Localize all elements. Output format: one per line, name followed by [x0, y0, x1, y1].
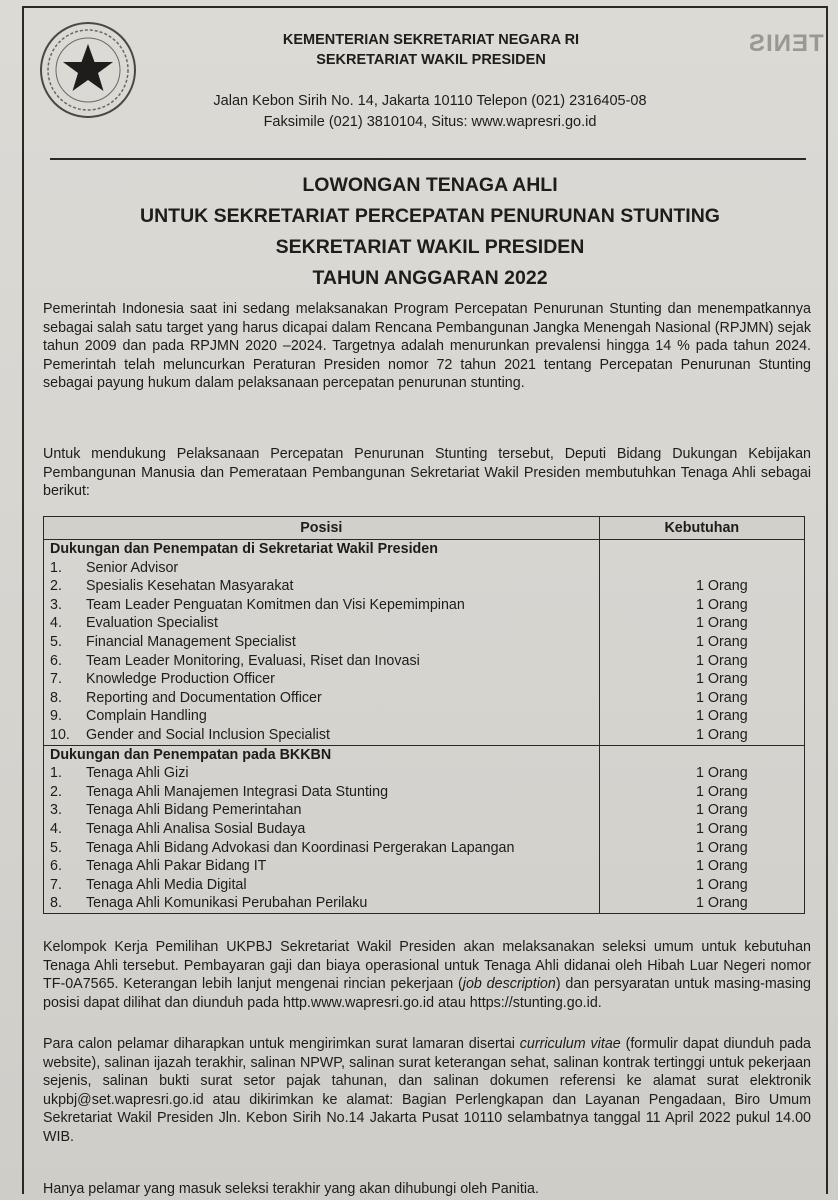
need-cell: 1 Orang	[599, 783, 804, 802]
item-number: 7.	[50, 671, 62, 688]
position-cell	[44, 559, 600, 578]
need-cell: 1 Orang	[599, 577, 804, 596]
support-paragraph: Untuk mendukung Pelaksanaan Percepatan Penurunan Stunting tersebut, Deputi Bidang Dukungan Kebijakan Pembangunan Manusia dan Pemerataan Pembangunan Sekretariat Wakil Presiden membutuhkan Tenaga Ahli sebagai berikut:	[43, 446, 811, 500]
header-address	[150, 91, 710, 133]
table-row	[44, 857, 805, 876]
position-name: Tenaga Ahli Pakar Bidang IT	[86, 858, 267, 875]
need-cell: 1 Orang	[599, 707, 804, 726]
table-row	[44, 726, 805, 745]
position-name: Tenaga Ahli Media Digital	[86, 876, 247, 893]
selection-text-1: Kelompok Kerja Pemilihan UKPBJ Sekretariat Wakil Presiden akan melaksanakan seleksi umum untuk kebutuhan Tenaga Ahli tersebut. Pembayaran gaji dan biaya operasional untuk Tenaga Ahli didanai oleh Hibah Luar Negeri nomor TF-0A7565. Keterangan lebih lanjut mengenai rincian pekerjaan (	[43, 939, 811, 993]
selection-text-italic: job description	[462, 976, 556, 993]
need-cell: 1 Orang	[599, 596, 804, 615]
need-cell: 1 Orang	[599, 633, 804, 652]
org-line-secretariat: SEKRETARIAT WAKIL PRESIDEN	[316, 52, 546, 68]
need-cell: 1 Orang	[599, 670, 804, 689]
position-name: Tenaga Ahli Manajemen Integrasi Data Stunting	[86, 783, 389, 800]
item-number: 5.	[50, 633, 62, 650]
need-cell: 1 Orang	[599, 764, 804, 783]
position-name: Complain Handling	[86, 708, 207, 725]
table-row	[44, 876, 805, 895]
need-cell: 1 Orang	[599, 652, 804, 671]
table-row	[44, 894, 805, 913]
need-cell: 1 Orang	[599, 614, 804, 633]
position-cell	[44, 801, 600, 820]
column-header-need: Kebutuhan	[599, 517, 804, 540]
table-row	[44, 707, 805, 726]
position-name: Team Leader Penguatan Komitmen dan Visi Kepemimpinan	[86, 596, 465, 613]
group-need-empty	[599, 745, 804, 764]
application-paragraph	[43, 1035, 811, 1147]
position-name: Spesialis Kesehatan Masyarakat	[86, 578, 294, 595]
item-number: 7.	[50, 876, 62, 893]
table-row	[44, 689, 805, 708]
intro-paragraph: Pemerintah Indonesia saat ini sedang melaksanakan Program Percepatan Penurunan Stunting dan menempatkannya sebagai salah satu target yang harus dicapai dalam Rencana Pembangunan Jangka Menengah Nasional (RPJMN) sejak tahun 2009 dan pada RPJMN 2020 –2024. Targetnya adalah menurunkan prevalensi hingga 14 % pada tahun 2024. Pemerintah telah meluncurkan Peraturan Presiden nomor 72 tahun 2021 tentang Percepatan Penurunan Stunting sebagai payung hukum dalam pelaksanaan percepatan penurunan stunting.	[43, 301, 811, 392]
position-cell	[44, 614, 600, 633]
position-cell	[44, 857, 600, 876]
title-line-2: UNTUK SEKRETARIAT PERCEPATAN PENURUNAN STUNTING	[140, 205, 720, 227]
need-cell: 1 Orang	[599, 801, 804, 820]
item-number: 6.	[50, 652, 62, 669]
header-divider	[50, 158, 806, 160]
item-number: 4.	[50, 615, 62, 632]
positions-table-body	[44, 540, 805, 914]
group-need-empty	[599, 540, 804, 559]
table-row	[44, 614, 805, 633]
position-name: Gender and Social Inclusion Specialist	[86, 726, 330, 743]
table-row	[44, 559, 805, 578]
need-cell: 1 Orang	[599, 726, 804, 745]
table-row	[44, 764, 805, 783]
address-line-street: Jalan Kebon Sirih No. 14, Jakarta 10110 Telepon (021) 2316405-08	[213, 93, 647, 109]
position-cell	[44, 764, 600, 783]
position-cell	[44, 633, 600, 652]
position-cell	[44, 670, 600, 689]
item-number: 1.	[50, 765, 62, 782]
position-name: Tenaga Ahli Analisa Sosial Budaya	[86, 820, 306, 837]
position-cell	[44, 577, 600, 596]
table-row	[44, 577, 805, 596]
item-number: 2.	[50, 783, 62, 800]
selection-text-2: ) dan persyaratan untuk masing-masing posisi dapat dilihat dan diunduh pada http.www.wapresri.go.id atau https://stunting.go.id.	[43, 976, 811, 1011]
table-row	[44, 801, 805, 820]
position-name: Financial Management Specialist	[86, 633, 296, 650]
selection-paragraph	[43, 938, 811, 1012]
need-cell: 1 Orang	[599, 839, 804, 858]
item-number: 2.	[50, 578, 62, 595]
item-number: 3.	[50, 596, 62, 613]
position-name: Tenaga Ahli Bidang Advokasi dan Koordinasi Pergerakan Lapangan	[86, 839, 515, 856]
position-cell	[44, 839, 600, 858]
need-cell: 1 Orang	[599, 857, 804, 876]
ad-title	[40, 170, 820, 294]
header-organization	[226, 30, 636, 70]
group-title: Dukungan dan Penempatan pada BKKBN	[44, 745, 600, 764]
position-cell	[44, 876, 600, 895]
position-cell	[44, 707, 600, 726]
position-cell	[44, 894, 600, 913]
item-number: 8.	[50, 689, 62, 706]
table-group-row	[44, 745, 805, 764]
position-name: Reporting and Documentation Officer	[86, 689, 322, 706]
position-cell	[44, 726, 600, 745]
closing-note: Hanya pelamar yang masuk seleksi terakhir yang akan dihubungi oleh Panitia.	[43, 1181, 539, 1197]
table-header-row	[44, 517, 805, 540]
title-line-4: TAHUN ANGGARAN 2022	[312, 267, 548, 289]
table-row	[44, 596, 805, 615]
table-group-row	[44, 540, 805, 559]
position-cell	[44, 652, 600, 671]
table-row	[44, 839, 805, 858]
column-header-position: Posisi	[44, 517, 600, 540]
table-row	[44, 633, 805, 652]
need-cell: 1 Orang	[599, 876, 804, 895]
garuda-star-emblem	[40, 22, 136, 118]
position-name: Tenaga Ahli Komunikasi Perubahan Perilaku	[86, 895, 368, 912]
table-row	[44, 652, 805, 671]
title-line-1: LOWONGAN TENAGA AHLI	[302, 174, 558, 196]
table-row	[44, 783, 805, 802]
star-icon	[42, 24, 134, 116]
table-row	[44, 820, 805, 839]
item-number: 9.	[50, 708, 62, 725]
need-cell	[599, 559, 804, 578]
item-number: 6.	[50, 858, 62, 875]
application-text-1: Para calon pelamar diharapkan untuk mengirimkan surat lamaran disertai	[43, 1036, 520, 1052]
positions-table	[43, 516, 805, 914]
position-name: Tenaga Ahli Bidang Pemerintahan	[86, 802, 302, 819]
item-number: 8.	[50, 895, 62, 912]
position-name: Team Leader Monitoring, Evaluasi, Riset dan Inovasi	[86, 652, 420, 669]
position-name: Tenaga Ahli Gizi	[86, 765, 189, 782]
position-name: Knowledge Production Officer	[86, 671, 275, 688]
item-number: 1.	[50, 559, 62, 576]
item-number: 4.	[50, 820, 62, 837]
position-cell	[44, 783, 600, 802]
position-cell	[44, 820, 600, 839]
bleed-through-text: TENIS	[748, 30, 824, 57]
position-cell	[44, 596, 600, 615]
table-row	[44, 670, 805, 689]
address-line-fax-site: Faksimile (021) 3810104, Situs: www.wapresri.go.id	[263, 114, 597, 130]
org-line-ministry: KEMENTERIAN SEKRETARIAT NEGARA RI	[282, 32, 580, 48]
application-text-2: (formulir dapat diunduh pada website), salinan ijazah terakhir, salinan NPWP, salinan surat keterangan sehat, salinan kontrak tertinggi untuk pekerjaan sejenis, salinan bukti surat setor pajak tahunan, dan salinan dokumen referensi ke alamat surat elektronik ukpbj@set.wapresri.go.id atau dikirimkan ke alamat: Bagian Perlengkapan dan Layanan Pengadaan, Biro Umum Sekretariat Wakil Presiden Jln. Kebon Sirih No.14 Jakarta Pusat 10110 selambatnya tanggal 11 April 2022 pukul 14.00 WIB.	[43, 1036, 811, 1145]
item-number: 3.	[50, 802, 62, 819]
title-line-3: SEKRETARIAT WAKIL PRESIDEN	[275, 236, 585, 258]
position-name: Evaluation Specialist	[86, 615, 218, 632]
position-name: Senior Advisor	[86, 559, 179, 576]
need-cell: 1 Orang	[599, 894, 804, 913]
group-title: Dukungan dan Penempatan di Sekretariat Wakil Presiden	[44, 540, 600, 559]
position-cell	[44, 689, 600, 708]
application-text-italic: curriculum vitae	[519, 1036, 621, 1052]
item-number: 10.	[50, 726, 70, 743]
item-number: 5.	[50, 839, 62, 856]
need-cell: 1 Orang	[599, 820, 804, 839]
need-cell: 1 Orang	[599, 689, 804, 708]
